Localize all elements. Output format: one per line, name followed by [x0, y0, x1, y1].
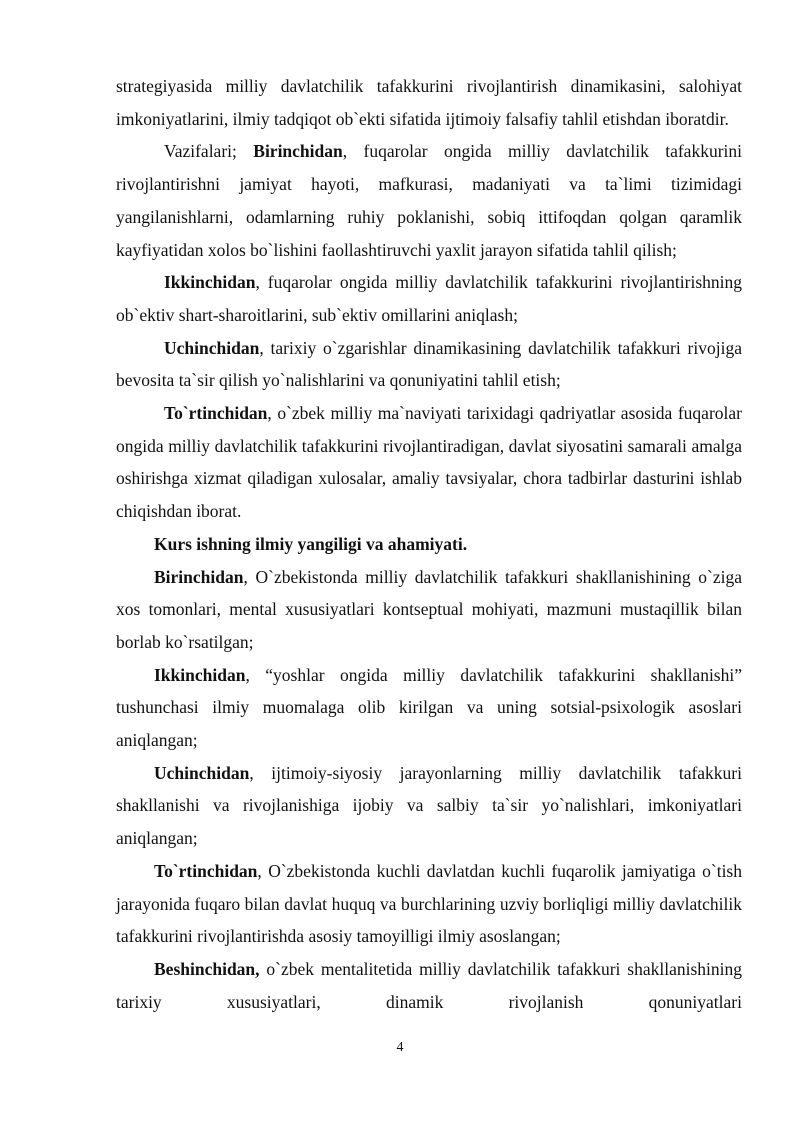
paragraph-text: , o`zbek milliy ma`naviyati tarixidagi qadriyatlar asosida fuqarolar ongida milliy davlatchilik tafakkurini rivojlantiradigan, davlat siyosatini samarali amalga oshirishga xizmat qiladigan xulosalar, amaliy tavsiyalar, chora tadbirlar dasturini ishlab chiqishdan iborat. [116, 403, 742, 522]
paragraph-lead: Birinchidan [253, 141, 343, 162]
paragraph-text: , O`zbekistonda kuchli davlatdan kuchli fuqarolik jamiyatiga o`tish jarayonida fuqaro bilan davlat huquq va burchlarining uzviy borliqligi milliy davlatchilik tafakkurini rivojlantirishda asosiy tamoyilligi ilmiy asoslangan; [116, 860, 742, 947]
paragraph-text: , ijtimoiy-siyosiy jarayonlarning milliy davlatchilik tafakkuri shakllanishi va rivojlanishiga ijobiy va salbiy ta`sir yo`nalishlari, imkoniyatlari aniqlangan; [116, 762, 742, 849]
paragraph-lead: Uchinchidan [154, 762, 250, 783]
paragraph-lead: Birinchidan [154, 566, 244, 587]
paragraph-novelty-first [116, 561, 742, 659]
paragraph-tasks-second [116, 266, 742, 331]
paragraph-lead: Beshinchidan, [154, 958, 260, 979]
paragraph-text: , fuqarolar ongida milliy davlatchilik tafakkurini rivojlantirishni jamiyat hayoti, mafkurasi, madaniyati va ta`limi tizimidagi yangilanishlarni, odamlarning ruhiy poklanishi, sobiq ittifoqdan qolgan qaramlik kayfiyatidan xolos bo`lishini faollashtiruvchi yaxlit jarayon sifatida tahlil qilish; [116, 141, 742, 260]
paragraph-text: , tarixiy o`zgarishlar dinamikasining davlatchilik tafakkuri rivojiga bevosita ta`sir qilish yo`nalishlarini va qonuniyatini tahlil etish; [116, 337, 742, 391]
paragraph-lead: To`rtinchidan [154, 860, 258, 881]
paragraph-lead: Uchinchidan [164, 337, 260, 358]
paragraph-purpose [116, 70, 742, 135]
paragraph-text: , “yoshlar ongida milliy davlatchilik tafakkurini shakllanishi” tushunchasi ilmiy muomalaga olib kirilgan va uning sotsial-psixologik asoslari aniqlangan; [116, 664, 742, 751]
paragraph-text: , O`zbekistonda milliy davlatchilik tafakkuri shakllanishining o`ziga xos tomonlari, mental xususiyatlari kontseptual mohiyati, mazmuni mustaqillik bilan borlab ko`rsatilgan; [116, 566, 742, 652]
paragraph-tasks-fourth [116, 397, 742, 528]
paragraph-novelty-fourth [116, 855, 742, 953]
paragraph-novelty-fifth [116, 953, 742, 1018]
paragraph-prefix: Vazifalari; [164, 141, 254, 162]
paragraph-text: , fuqarolar ongida milliy davlatchilik tafakkurini rivojlantirishning ob`ektiv shart-sharoitlarini, sub`ektiv omillarini aniqlash; [116, 272, 742, 325]
paragraph-lead: Ikkinchidan [164, 272, 256, 293]
paragraph-tasks-third [116, 332, 742, 397]
section-heading: Kurs ishning ilmiy yangiligi va ahamiyati. [154, 533, 468, 554]
paragraph-novelty-second [116, 659, 742, 757]
paragraph-lead: Ikkinchidan [154, 664, 246, 685]
paragraph-text: strategiyasida milliy davlatchilik tafakkurini rivojlantirish dinamikasini, salohiyat imkoniyatlarini, ilmiy tadqiqot ob`ekti sifatida ijtimoiy falsafiy tahlil etishdan iboratdir. [116, 76, 742, 129]
paragraph-tasks-first [116, 135, 742, 266]
page-number: 4 [396, 1040, 404, 1055]
paragraph-lead: To`rtinchidan [164, 403, 268, 424]
paragraph-novelty-third [116, 757, 742, 855]
paragraph-text: o`zbek mentalitetida milliy davlatchilik tafakkuri shakllanishining tarixiy xususiyatlari, dinamik rivojlanish qonuniyatlari [116, 958, 742, 1012]
page-body [116, 70, 742, 1018]
